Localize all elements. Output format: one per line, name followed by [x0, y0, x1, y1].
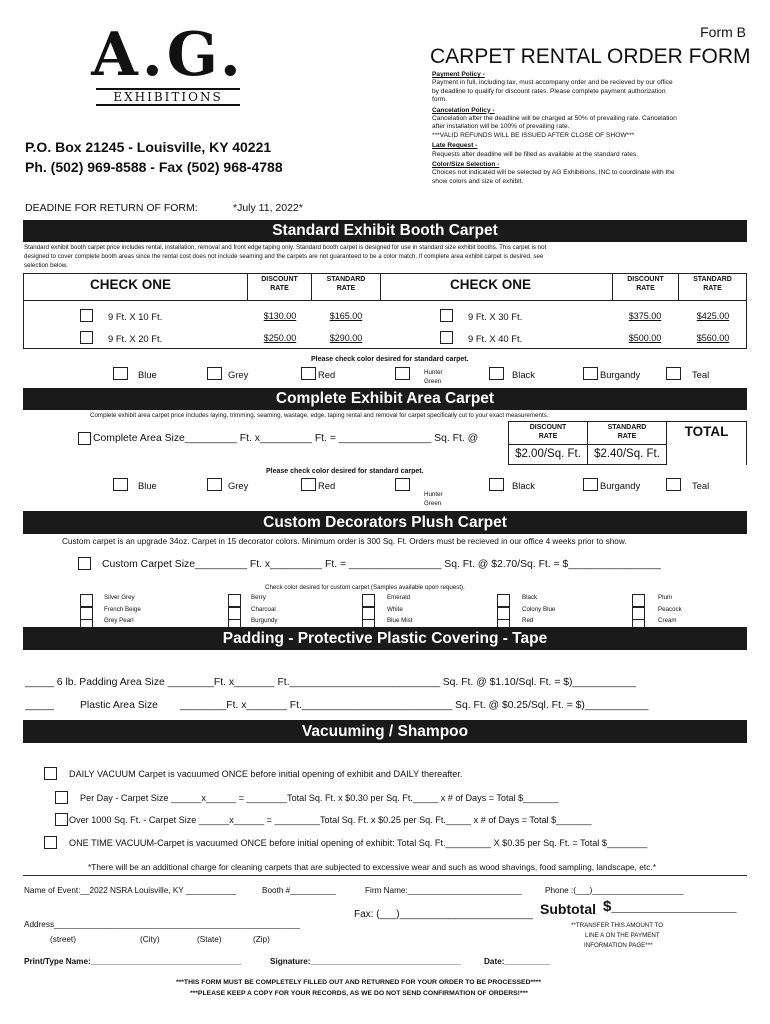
- standard-price: $165.00: [329, 311, 363, 321]
- late-request-line: Requests after deadline will be filled as available at the standard rates.: [432, 150, 638, 158]
- standard-price: $425.00: [696, 311, 730, 321]
- color-grey-checkbox[interactable]: [207, 478, 222, 491]
- color-label: Black: [512, 480, 535, 491]
- color-label: Teal: [692, 369, 710, 380]
- custom-color-label: Blue Mist: [387, 617, 413, 624]
- color-hunter-green-checkbox[interactable]: [395, 478, 410, 491]
- custom-color-checkbox[interactable]: [80, 594, 93, 607]
- color-label: Green: [424, 378, 442, 385]
- custom-color-label: Grey Pearl: [104, 617, 134, 624]
- color-hunter-green-checkbox[interactable]: [395, 367, 410, 380]
- color-label: Hunter: [424, 491, 443, 498]
- divider: [23, 300, 747, 301]
- color-grey-checkbox[interactable]: [207, 367, 222, 380]
- discount-price: $500.00: [628, 333, 662, 343]
- custom-color-label: Black: [522, 594, 538, 601]
- color-blue-checkbox[interactable]: [113, 478, 128, 491]
- deadline-label: DEADINE FOR RETURN OF FORM:: [25, 202, 198, 214]
- plastic-line: ________Ft. x_______ Ft.__________________________ Sq. Ft. @ $0.25/Sql. Ft. = $)___________: [180, 700, 649, 711]
- color-label: Green: [424, 500, 442, 507]
- check-one-right: CHECK ONE: [450, 277, 532, 292]
- plastic-line-label: Plastic Area Size: [80, 700, 158, 711]
- discount-rate-header: DISCOUNT RATE: [247, 273, 312, 301]
- address-state-label: (State): [197, 935, 222, 944]
- policy-block: [432, 71, 748, 186]
- total-header: TOTAL: [666, 421, 747, 465]
- standard-price: $560.00: [696, 333, 730, 343]
- color-burgandy-checkbox[interactable]: [583, 367, 598, 380]
- section-vacuuming-title: Vacuuming / Shampoo: [23, 720, 747, 743]
- standard-price: $290.00: [329, 333, 363, 343]
- size-label: 9 Ft. X 20 Ft.: [108, 333, 163, 344]
- custom-color-label: Peacock: [658, 606, 682, 613]
- standard-rate-header: STANDARD RATE: [587, 421, 667, 445]
- size-label: 9 Ft. X 30 Ft.: [468, 311, 523, 322]
- color-size-line: show colors and size of exhibit.: [432, 177, 524, 185]
- custom-color-label: Silver Grey: [104, 594, 135, 601]
- payment-policy-line: form.: [432, 96, 448, 104]
- color-label: Burgandy: [600, 369, 641, 380]
- color-label: Grey: [228, 480, 249, 491]
- section-custom-carpet-title: Custom Decorators Plush Carpet: [23, 511, 747, 534]
- logo-text: A.G.: [91, 20, 245, 90]
- discount-price: $375.00: [628, 311, 662, 321]
- footer-note-copy: ***PLEASE KEEP A COPY FOR YOUR RECORDS, AS WE DO NOT SEND CONFIRMATION OF ORDERS!***: [190, 990, 528, 997]
- color-label: Red: [318, 480, 336, 491]
- standard-desc-line: selection below.: [24, 262, 68, 269]
- phone-field[interactable]: Phone :(___)____________________: [545, 886, 684, 895]
- size-label: 9 Ft. X 10 Ft.: [108, 311, 163, 322]
- payment-policy-heading: Payment Policy -: [432, 71, 485, 78]
- custom-color-checkbox[interactable]: [228, 594, 241, 607]
- size-9x20-checkbox[interactable]: [80, 331, 93, 344]
- color-label: Black: [512, 369, 535, 380]
- payment-policy-line: Payment in full, including tax, must accompany order and be recieved by our office: [432, 79, 673, 87]
- custom-color-label: Emerald: [387, 594, 411, 601]
- daily-vacuum-checkbox[interactable]: [44, 767, 57, 780]
- standard-rate-value: $2.40/Sq. Ft.: [587, 444, 667, 465]
- standard-desc-line: designed to cover complete booth areas since the rental cost does not include seaming and the carpets are not guaranteed to be a color match. If complete area exhibit carpet is desired, see: [24, 253, 544, 260]
- payment-policy-line: by deadline to qualify for discount rates. Please complete payment authorization: [432, 87, 666, 95]
- subtotal-label: Subtotal: [540, 901, 596, 917]
- color-blue-checkbox[interactable]: [113, 367, 128, 380]
- custom-color-prompt: Check color desired for custom carpet (Samples available upon request).: [265, 584, 465, 591]
- custom-carpet-line: Custom Carpet Size_________ Ft. x_________ Ft. = ________________ Sq. Ft. @ $2.70/Sq. Ft. = $________________: [102, 559, 661, 570]
- form-id: Form B: [700, 24, 746, 40]
- signature-field[interactable]: Signature:_________________________________: [270, 957, 461, 966]
- subtotal-field[interactable]: $_______________: [603, 898, 737, 915]
- color-label: Grey: [228, 369, 249, 380]
- address-zip-label: (Zip): [253, 935, 270, 944]
- one-time-vacuum-checkbox[interactable]: [44, 836, 57, 849]
- transfer-note: INFORMATION PAGE***: [584, 942, 653, 949]
- transfer-note: **TRANSFER THIS AMOUNT TO: [571, 922, 664, 929]
- company-logo: [78, 20, 258, 124]
- event-name-field[interactable]: Name of Event:__2022 NSRA Louisville, KY ___________: [24, 886, 236, 895]
- custom-color-label: Charcoal: [251, 606, 276, 613]
- color-label: Red: [318, 369, 336, 380]
- address-city-label: (City): [140, 935, 160, 944]
- custom-color-checkbox[interactable]: [362, 594, 375, 607]
- plastic-line-blank: _____: [25, 700, 54, 711]
- transfer-note: LINE A ON THE PAYMENT: [585, 932, 660, 939]
- check-one-left: CHECK ONE: [90, 277, 172, 292]
- complete-area-checkbox[interactable]: [78, 432, 91, 445]
- firm-name-field[interactable]: Firm Name:_________________________: [365, 886, 522, 895]
- over-1000-checkbox[interactable]: [55, 813, 68, 826]
- padding-line: _____ 6 lb. Padding Area Size ________Ft. x_______ Ft.__________________________ Sq. Ft. @ $1.10/Sql. Ft. = $)___________: [25, 677, 637, 688]
- custom-color-label: Red: [522, 617, 534, 624]
- over-1000-line: Over 1000 Sq. Ft. - Carpet Size ______x______ = _________Total Sq. Ft. x $0.25 per Sq. Ft._____ x # of Days = Total $_______: [69, 815, 592, 825]
- complete-area-desc: Complete exhibit area carpet price includes laying, trimming, seaming, wastage, edge, taping rental and removal for carpet specifically cut to your exact measurements.: [90, 412, 549, 419]
- custom-color-label: Berry: [251, 594, 266, 601]
- cancelation-policy-line: Cancelation after the deadline will be charged at 50% of prevailing rate. Cancelation: [432, 115, 677, 123]
- discount-price: $250.00: [263, 333, 297, 343]
- color-label: Burgandy: [600, 480, 641, 491]
- one-time-vacuum-line: ONE TIME VACUUM-Carpet is vacuumed ONCE before initial opening of exhibit: Total Sq. Ft._________ X $0.35 per Sq. Ft. = Total $________: [69, 838, 648, 848]
- custom-color-checkbox[interactable]: [497, 594, 510, 607]
- color-label: Teal: [692, 480, 710, 491]
- color-red-checkbox[interactable]: [301, 367, 316, 380]
- color-label: Blue: [138, 480, 157, 491]
- custom-color-label: French Beige: [104, 606, 141, 613]
- cleaning-charge-note: *There will be an additional charge for cleaning carpets that are subjected to excessive wear and such as wood shavings, food sampling, landscape, etc.*: [88, 862, 656, 872]
- section-standard-booth-title: Standard Exhibit Booth Carpet: [23, 220, 747, 242]
- color-size-heading: Color/Size Selection -: [432, 161, 500, 169]
- late-request-heading: Late Request -: [432, 142, 478, 150]
- cancelation-policy-heading: Cancelation Policy -: [432, 106, 495, 114]
- cancelation-policy-line: after installation will be 100% of prevailing rate.: [432, 123, 570, 131]
- address-street-label: (street): [50, 935, 76, 944]
- print-name-field[interactable]: Print/Type Name:_________________________________: [24, 957, 241, 966]
- color-teal-checkbox[interactable]: [666, 478, 681, 491]
- color-label: Blue: [138, 369, 157, 380]
- custom-carpet-desc: Custom carpet is an upgrade 34oz. Carpet in 15 decorator colors. Minimum order is 300 Sq. Ft. Orders must be recieved in our office 4 weeks prior to show.: [62, 537, 627, 546]
- company-phone: Ph. (502) 969-8588 - Fax (502) 968-4788: [25, 159, 283, 175]
- custom-color-label: White: [387, 606, 403, 613]
- custom-color-label: Cream: [658, 617, 677, 624]
- cancelation-policy-line: ***VALID REFUNDS WILL BE ISSUED AFTER CLOSE OF SHOW***: [432, 131, 635, 139]
- discount-rate-value: $2.00/Sq. Ft.: [508, 444, 588, 465]
- custom-color-label: Burgundy: [251, 617, 278, 624]
- color-size-line: Choices not indicated will be selected by AG Exhibitions, INC to coordinate with the: [432, 169, 675, 177]
- standard-color-prompt: Please check color desired for standard carpet.: [311, 356, 469, 363]
- booth-number-field[interactable]: Booth #__________: [262, 886, 336, 895]
- logo-subtitle: EXHIBITIONS: [96, 88, 240, 106]
- size-label: 9 Ft. X 40 Ft.: [468, 333, 523, 344]
- size-9x30-checkbox[interactable]: [440, 309, 453, 322]
- custom-color-label: Colony Blue: [522, 606, 556, 613]
- color-red-checkbox[interactable]: [301, 478, 316, 491]
- fax-field[interactable]: Fax: (___)________________________: [354, 909, 534, 920]
- color-label: Hunter: [424, 369, 443, 376]
- discount-rate-header: DISCOUNT RATE: [612, 273, 679, 301]
- discount-rate-header: DISCOUNT RATE: [508, 421, 588, 445]
- divider: [23, 875, 747, 876]
- per-day-checkbox[interactable]: [55, 791, 68, 804]
- custom-color-label: Plum: [658, 594, 673, 601]
- size-9x10-checkbox[interactable]: [80, 309, 93, 322]
- deadline-date: *July 11, 2022*: [233, 202, 303, 214]
- color-burgandy-checkbox[interactable]: [583, 478, 598, 491]
- standard-rate-header: STANDARD RATE: [311, 273, 381, 301]
- custom-carpet-checkbox[interactable]: [78, 557, 91, 570]
- company-address: P.O. Box 21245 - Louisville, KY 40221: [25, 139, 272, 155]
- color-black-checkbox[interactable]: [489, 478, 504, 491]
- custom-color-checkbox[interactable]: [632, 594, 645, 607]
- form-title: CARPET RENTAL ORDER FORM: [430, 45, 751, 68]
- footer-note-processed: ***THIS FORM MUST BE COMPLETELY FILLED OUT AND RETURNED FOR YOUR ORDER TO BE PROCESSED****: [176, 979, 542, 986]
- address-field[interactable]: Address______________________________________________________: [24, 920, 300, 929]
- date-field[interactable]: Date:__________: [484, 957, 551, 966]
- color-black-checkbox[interactable]: [489, 367, 504, 380]
- standard-rate-header: STANDARD RATE: [678, 273, 747, 301]
- size-9x40-checkbox[interactable]: [440, 331, 453, 344]
- section-padding-title: Padding - Protective Plastic Covering - Tape: [23, 627, 747, 650]
- per-day-line: Per Day - Carpet Size ______x______ = ________Total Sq. Ft. x $0.30 per Sq. Ft._____ x # of Days = Total $_______: [80, 793, 559, 803]
- complete-area-line: Complete Area Size_________ Ft. x_________ Ft. = ________________ Sq. Ft. @: [93, 433, 479, 444]
- standard-desc-line: Standard exhibit booth carpet price includes rental, installation, removal and front edge taping only. Standard booth carpet is designed for use in standard size exhibit booths. This carpet is not: [24, 244, 547, 251]
- daily-vacuum-line: DAILY VACUUM Carpet is vacuumed ONCE before initial opening of exhibit and DAILY thereafter.: [69, 769, 463, 779]
- complete-color-prompt: Please check color desired for standard carpet.: [266, 468, 424, 475]
- color-teal-checkbox[interactable]: [666, 367, 681, 380]
- section-complete-area-title: Complete Exhibit Area Carpet: [23, 388, 747, 410]
- discount-price: $130.00: [263, 311, 297, 321]
